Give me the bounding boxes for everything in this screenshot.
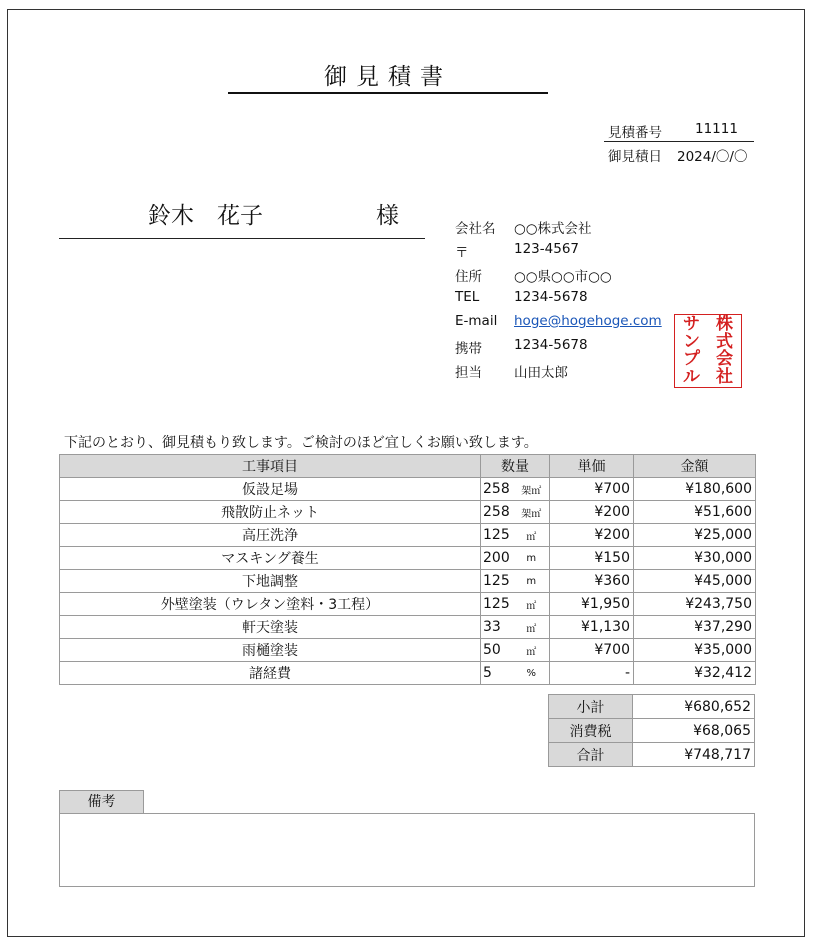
item-unit: 架㎡	[514, 478, 550, 501]
total-value: ¥748,717	[633, 743, 755, 767]
item-qty: 258	[481, 501, 514, 524]
header-item: 工事項目	[60, 455, 481, 478]
item-unit: 架㎡	[514, 501, 550, 524]
item-amount: ¥180,600	[634, 478, 756, 501]
address-label: 住所	[455, 269, 482, 285]
item-unit: m	[514, 547, 550, 570]
item-amount: ¥25,000	[634, 524, 756, 547]
tax-row	[549, 719, 755, 743]
item-name: 飛散防止ネット	[60, 501, 481, 524]
email-link[interactable]: hoge@hogehoge.com	[514, 313, 662, 329]
postal-code: 123-4567	[514, 241, 579, 257]
item-amount: ¥32,412	[634, 662, 756, 685]
item-name: 軒天塗装	[60, 616, 481, 639]
title-underline	[228, 92, 548, 94]
item-name: 外壁塗装（ウレタン塗料・3工程）	[60, 593, 481, 616]
header-amount: 金額	[634, 455, 756, 478]
contact-person-label: 担当	[455, 365, 482, 381]
item-name: 高圧洗浄	[60, 524, 481, 547]
totals-table	[548, 694, 755, 767]
item-unit: ㎡	[514, 593, 550, 616]
customer-underline	[59, 238, 425, 239]
seal-text-name: サ ン プ ル	[683, 314, 700, 387]
contact-person: 山田太郎	[514, 365, 568, 381]
item-price: ¥1,130	[550, 616, 634, 639]
item-amount: ¥51,600	[634, 501, 756, 524]
item-qty: 5	[481, 662, 514, 685]
subtotal-label: 小計	[549, 695, 633, 719]
item-name: 下地調整	[60, 570, 481, 593]
mobile-label: 携帯	[455, 341, 482, 357]
customer-name: 鈴木 花子	[148, 203, 263, 229]
estimate-table	[59, 454, 756, 685]
tel-label: TEL	[455, 289, 480, 305]
document-title: 御見積書	[324, 64, 452, 90]
subtotal-value: ¥680,652	[633, 695, 755, 719]
company-name: ○○株式会社	[514, 221, 592, 237]
item-price: -	[550, 662, 634, 685]
email-label: E-mail	[455, 313, 498, 329]
table-row	[60, 616, 756, 639]
meta-divider	[604, 141, 754, 142]
customer-honorific: 様	[376, 203, 399, 229]
item-unit: ㎡	[514, 524, 550, 547]
item-price: ¥700	[550, 639, 634, 662]
item-name: マスキング養生	[60, 547, 481, 570]
item-amount: ¥45,000	[634, 570, 756, 593]
item-name: 仮設足場	[60, 478, 481, 501]
item-qty: 33	[481, 616, 514, 639]
intro-text: 下記のとおり、御見積もり致します。ご検討のほど宜しくお願い致します。	[64, 435, 538, 451]
subtotal-row	[549, 695, 755, 719]
estimate-number-label: 見積番号	[608, 125, 662, 141]
tax-value: ¥68,065	[633, 719, 755, 743]
item-qty: 125	[481, 593, 514, 616]
table-row	[60, 662, 756, 685]
table-row	[60, 501, 756, 524]
item-price: ¥150	[550, 547, 634, 570]
item-price: ¥360	[550, 570, 634, 593]
mobile: 1234-5678	[514, 337, 588, 353]
estimate-date: 2024/〇/〇	[677, 149, 748, 165]
item-qty: 200	[481, 547, 514, 570]
remarks-label: 備考	[59, 790, 144, 814]
table-body	[60, 478, 756, 685]
remarks-box[interactable]	[59, 813, 755, 887]
item-name: 諸経費	[60, 662, 481, 685]
item-qty: 125	[481, 570, 514, 593]
address: ○○県○○市○○	[514, 269, 612, 285]
item-unit: ㎡	[514, 616, 550, 639]
item-unit: %	[514, 662, 550, 685]
item-qty: 125	[481, 524, 514, 547]
item-amount: ¥37,290	[634, 616, 756, 639]
table-row	[60, 593, 756, 616]
postal-label: 〒	[455, 245, 469, 261]
item-price: ¥700	[550, 478, 634, 501]
header-qty: 数量	[481, 455, 550, 478]
item-amount: ¥30,000	[634, 547, 756, 570]
item-unit: m	[514, 570, 550, 593]
table-row	[60, 639, 756, 662]
tel: 1234-5678	[514, 289, 588, 305]
item-qty: 258	[481, 478, 514, 501]
seal-text-company: 株 式 会 社	[716, 314, 733, 387]
item-name: 雨樋塗装	[60, 639, 481, 662]
item-amount: ¥243,750	[634, 593, 756, 616]
item-price: ¥200	[550, 501, 634, 524]
total-label: 合計	[549, 743, 633, 767]
item-price: ¥1,950	[550, 593, 634, 616]
table-row	[60, 524, 756, 547]
table-row	[60, 547, 756, 570]
table-row	[60, 570, 756, 593]
total-row	[549, 743, 755, 767]
header-price: 単価	[550, 455, 634, 478]
company-seal	[674, 314, 742, 388]
table-row	[60, 478, 756, 501]
tax-label: 消費税	[549, 719, 633, 743]
item-qty: 50	[481, 639, 514, 662]
estimate-date-label: 御見積日	[608, 149, 662, 165]
company-name-label: 会社名	[455, 221, 496, 237]
item-unit: ㎡	[514, 639, 550, 662]
item-price: ¥200	[550, 524, 634, 547]
estimate-number: 11111	[695, 121, 738, 137]
table-header-row	[60, 455, 756, 478]
item-amount: ¥35,000	[634, 639, 756, 662]
